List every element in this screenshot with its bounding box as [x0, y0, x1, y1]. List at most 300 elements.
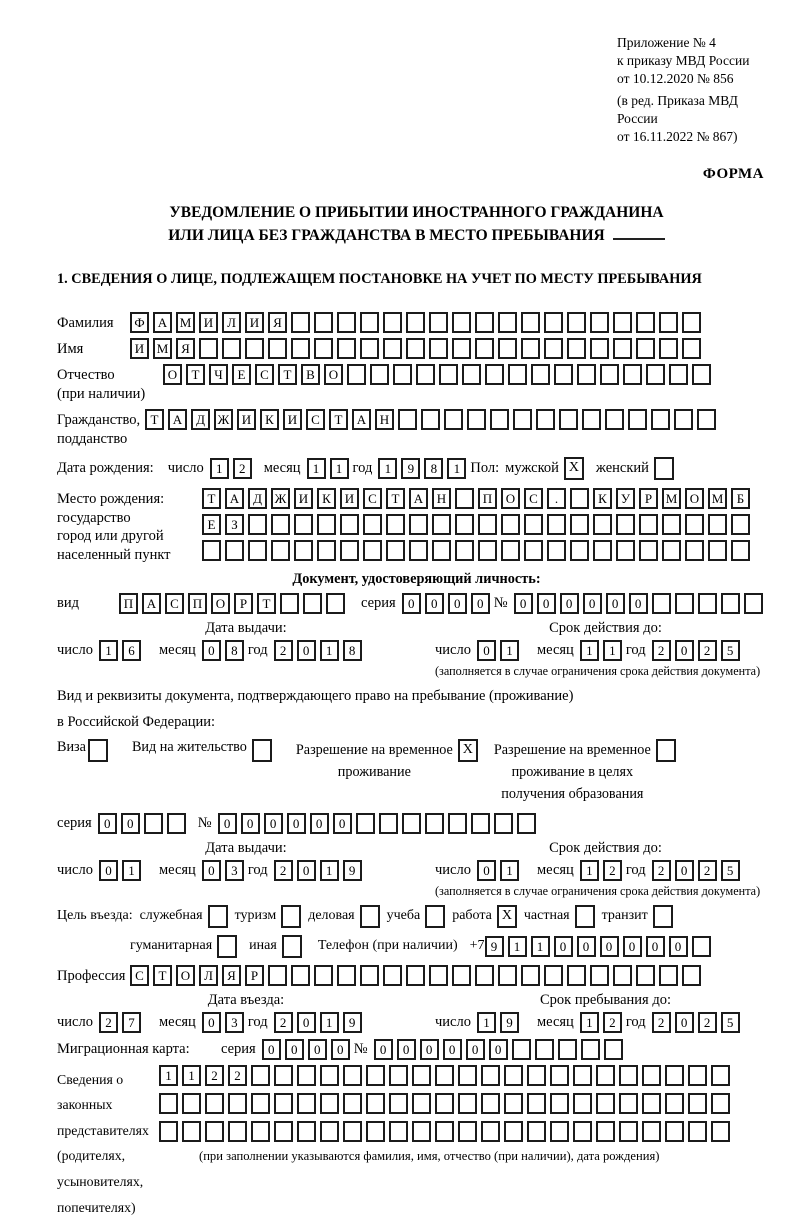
char-box[interactable]: 1 [378, 458, 397, 479]
char-box[interactable]: О [501, 488, 520, 509]
char-box[interactable]: 0 [629, 593, 648, 614]
char-box[interactable] [636, 312, 655, 333]
char-box[interactable] [406, 965, 425, 986]
char-box[interactable] [199, 338, 218, 359]
char-box[interactable]: 0 [448, 593, 467, 614]
purpose-commercial-checkbox[interactable] [360, 905, 380, 928]
char-box[interactable] [412, 1093, 431, 1114]
char-box[interactable]: 0 [420, 1039, 439, 1060]
char-box[interactable] [389, 1121, 408, 1142]
char-box[interactable] [481, 1093, 500, 1114]
char-box[interactable] [280, 593, 299, 614]
char-box[interactable] [248, 514, 267, 535]
char-box[interactable] [498, 965, 517, 986]
char-box[interactable] [669, 364, 688, 385]
char-box[interactable]: С [255, 364, 274, 385]
char-box[interactable] [544, 965, 563, 986]
char-box[interactable]: Ж [271, 488, 290, 509]
char-box[interactable] [651, 409, 670, 430]
char-box[interactable] [458, 1121, 477, 1142]
char-box[interactable] [225, 540, 244, 561]
char-box[interactable] [398, 409, 417, 430]
char-box[interactable] [409, 540, 428, 561]
char-box[interactable]: И [130, 338, 149, 359]
char-box[interactable] [535, 1039, 554, 1060]
char-box[interactable] [228, 1121, 247, 1142]
char-box[interactable]: 2 [652, 860, 671, 881]
char-box[interactable] [412, 1121, 431, 1142]
char-box[interactable] [274, 1093, 293, 1114]
char-box[interactable] [636, 965, 655, 986]
char-box[interactable]: 0 [646, 936, 665, 957]
char-box[interactable] [513, 409, 532, 430]
char-box[interactable] [692, 936, 711, 957]
char-box[interactable] [646, 364, 665, 385]
char-box[interactable]: С [165, 593, 184, 614]
char-box[interactable] [320, 1121, 339, 1142]
char-box[interactable]: 5 [721, 860, 740, 881]
char-box[interactable] [531, 364, 550, 385]
char-box[interactable] [462, 364, 481, 385]
char-box[interactable] [444, 409, 463, 430]
purpose-humanitarian-checkbox[interactable] [217, 935, 237, 958]
char-box[interactable] [467, 409, 486, 430]
char-box[interactable] [337, 965, 356, 986]
purpose-work-checkbox[interactable]: X [497, 905, 517, 928]
char-box[interactable] [478, 514, 497, 535]
char-box[interactable] [455, 540, 474, 561]
char-box[interactable]: 1 [159, 1065, 178, 1086]
char-box[interactable] [432, 514, 451, 535]
char-box[interactable]: 0 [287, 813, 306, 834]
char-box[interactable] [573, 1121, 592, 1142]
char-box[interactable] [360, 312, 379, 333]
char-box[interactable] [596, 1121, 615, 1142]
char-box[interactable]: С [363, 488, 382, 509]
char-box[interactable]: 1 [580, 860, 599, 881]
char-box[interactable] [455, 488, 474, 509]
char-box[interactable]: 9 [401, 458, 420, 479]
char-box[interactable] [481, 1065, 500, 1086]
char-box[interactable] [475, 338, 494, 359]
char-box[interactable] [582, 409, 601, 430]
char-box[interactable]: О [211, 593, 230, 614]
char-box[interactable] [291, 965, 310, 986]
char-box[interactable]: И [340, 488, 359, 509]
char-box[interactable] [711, 1093, 730, 1114]
char-box[interactable] [665, 1093, 684, 1114]
char-box[interactable] [577, 364, 596, 385]
char-box[interactable] [297, 1065, 316, 1086]
char-box[interactable]: 0 [477, 860, 496, 881]
char-box[interactable] [455, 514, 474, 535]
char-box[interactable]: 1 [580, 640, 599, 661]
char-box[interactable]: 0 [443, 1039, 462, 1060]
char-box[interactable] [182, 1121, 201, 1142]
char-box[interactable]: Р [639, 488, 658, 509]
char-box[interactable] [688, 1121, 707, 1142]
char-box[interactable] [605, 409, 624, 430]
char-box[interactable] [604, 1039, 623, 1060]
char-box[interactable] [619, 1065, 638, 1086]
char-box[interactable]: 0 [577, 936, 596, 957]
char-box[interactable] [642, 1093, 661, 1114]
char-box[interactable] [379, 813, 398, 834]
char-box[interactable]: 0 [675, 1012, 694, 1033]
char-box[interactable]: 2 [274, 640, 293, 661]
char-box[interactable]: 1 [99, 640, 118, 661]
char-box[interactable]: К [593, 488, 612, 509]
char-box[interactable]: 0 [425, 593, 444, 614]
char-box[interactable] [317, 514, 336, 535]
char-box[interactable] [590, 338, 609, 359]
char-box[interactable]: 3 [225, 1012, 244, 1033]
char-box[interactable] [550, 1065, 569, 1086]
char-box[interactable]: 0 [285, 1039, 304, 1060]
char-box[interactable] [182, 1093, 201, 1114]
char-box[interactable]: 6 [122, 640, 141, 661]
temp-residence-checkbox[interactable]: X [458, 739, 478, 762]
char-box[interactable]: 5 [721, 640, 740, 661]
char-box[interactable] [159, 1121, 178, 1142]
char-box[interactable] [628, 409, 647, 430]
char-box[interactable] [590, 312, 609, 333]
char-box[interactable] [458, 1093, 477, 1114]
char-box[interactable]: С [306, 409, 325, 430]
char-box[interactable]: Т [145, 409, 164, 430]
char-box[interactable]: 0 [514, 593, 533, 614]
char-box[interactable] [317, 540, 336, 561]
char-box[interactable] [662, 514, 681, 535]
char-box[interactable]: 0 [623, 936, 642, 957]
char-box[interactable] [731, 514, 750, 535]
char-box[interactable] [662, 540, 681, 561]
char-box[interactable] [659, 965, 678, 986]
char-box[interactable] [642, 1121, 661, 1142]
char-box[interactable]: 0 [477, 640, 496, 661]
char-box[interactable]: 0 [241, 813, 260, 834]
char-box[interactable]: 2 [698, 1012, 717, 1033]
char-box[interactable] [508, 364, 527, 385]
char-box[interactable]: 2 [652, 640, 671, 661]
char-box[interactable]: А [153, 312, 172, 333]
char-box[interactable] [593, 540, 612, 561]
char-box[interactable] [268, 338, 287, 359]
char-box[interactable]: К [260, 409, 279, 430]
char-box[interactable] [326, 593, 345, 614]
char-box[interactable] [291, 312, 310, 333]
char-box[interactable]: И [237, 409, 256, 430]
char-box[interactable] [271, 540, 290, 561]
char-box[interactable]: Р [234, 593, 253, 614]
char-box[interactable]: Т [202, 488, 221, 509]
char-box[interactable]: П [188, 593, 207, 614]
char-box[interactable] [274, 1121, 293, 1142]
char-box[interactable]: И [294, 488, 313, 509]
char-box[interactable] [406, 312, 425, 333]
char-box[interactable]: 1 [447, 458, 466, 479]
char-box[interactable] [521, 338, 540, 359]
char-box[interactable]: 0 [99, 860, 118, 881]
char-box[interactable]: Т [186, 364, 205, 385]
char-box[interactable]: 1 [603, 640, 622, 661]
char-box[interactable] [159, 1093, 178, 1114]
char-box[interactable]: А [409, 488, 428, 509]
char-box[interactable]: 0 [262, 1039, 281, 1060]
char-box[interactable]: Е [232, 364, 251, 385]
char-box[interactable] [386, 540, 405, 561]
char-box[interactable]: 2 [274, 1012, 293, 1033]
char-box[interactable]: Я [222, 965, 241, 986]
char-box[interactable]: Т [386, 488, 405, 509]
char-box[interactable] [675, 593, 694, 614]
purpose-study-checkbox[interactable] [425, 905, 445, 928]
char-box[interactable] [665, 1121, 684, 1142]
char-box[interactable] [682, 965, 701, 986]
char-box[interactable]: . [547, 488, 566, 509]
purpose-other-checkbox[interactable] [282, 935, 302, 958]
char-box[interactable]: 1 [210, 458, 229, 479]
char-box[interactable]: 9 [343, 860, 362, 881]
char-box[interactable] [550, 1093, 569, 1114]
char-box[interactable] [721, 593, 740, 614]
char-box[interactable]: 0 [202, 640, 221, 661]
char-box[interactable]: Л [199, 965, 218, 986]
purpose-business-checkbox[interactable] [208, 905, 228, 928]
char-box[interactable] [504, 1121, 523, 1142]
char-box[interactable] [343, 1065, 362, 1086]
char-box[interactable] [274, 1065, 293, 1086]
char-box[interactable] [697, 409, 716, 430]
char-box[interactable] [366, 1065, 385, 1086]
char-box[interactable] [527, 1121, 546, 1142]
char-box[interactable] [613, 965, 632, 986]
temp-residence-education-checkbox[interactable] [656, 739, 676, 762]
char-box[interactable] [421, 409, 440, 430]
char-box[interactable] [320, 1093, 339, 1114]
char-box[interactable] [659, 312, 678, 333]
char-box[interactable] [448, 813, 467, 834]
char-box[interactable]: 0 [537, 593, 556, 614]
char-box[interactable] [370, 364, 389, 385]
char-box[interactable] [475, 312, 494, 333]
char-box[interactable] [314, 965, 333, 986]
char-box[interactable] [314, 312, 333, 333]
char-box[interactable]: И [283, 409, 302, 430]
char-box[interactable]: М [153, 338, 172, 359]
char-box[interactable] [521, 312, 540, 333]
char-box[interactable] [383, 338, 402, 359]
char-box[interactable]: 0 [583, 593, 602, 614]
char-box[interactable]: 2 [603, 860, 622, 881]
char-box[interactable]: 0 [121, 813, 140, 834]
char-box[interactable]: 2 [233, 458, 252, 479]
char-box[interactable] [616, 540, 635, 561]
char-box[interactable] [360, 338, 379, 359]
char-box[interactable]: 0 [489, 1039, 508, 1060]
char-box[interactable] [570, 540, 589, 561]
char-box[interactable] [554, 364, 573, 385]
char-box[interactable] [294, 514, 313, 535]
char-box[interactable] [320, 1065, 339, 1086]
char-box[interactable]: А [142, 593, 161, 614]
char-box[interactable] [471, 813, 490, 834]
char-box[interactable] [294, 540, 313, 561]
char-box[interactable] [527, 1093, 546, 1114]
char-box[interactable] [366, 1121, 385, 1142]
char-box[interactable] [639, 514, 658, 535]
char-box[interactable] [665, 1065, 684, 1086]
char-box[interactable] [517, 813, 536, 834]
char-box[interactable] [567, 965, 586, 986]
char-box[interactable]: 0 [297, 640, 316, 661]
char-box[interactable]: М [662, 488, 681, 509]
char-box[interactable] [688, 1065, 707, 1086]
char-box[interactable] [698, 593, 717, 614]
char-box[interactable] [593, 514, 612, 535]
char-box[interactable]: О [176, 965, 195, 986]
char-box[interactable]: 0 [98, 813, 117, 834]
char-box[interactable] [439, 364, 458, 385]
char-box[interactable]: К [317, 488, 336, 509]
char-box[interactable] [337, 338, 356, 359]
char-box[interactable]: 0 [264, 813, 283, 834]
char-box[interactable] [268, 965, 287, 986]
char-box[interactable]: 1 [320, 640, 339, 661]
char-box[interactable] [685, 514, 704, 535]
char-box[interactable]: 9 [500, 1012, 519, 1033]
char-box[interactable]: 9 [485, 936, 504, 957]
char-box[interactable] [222, 338, 241, 359]
purpose-transit-checkbox[interactable] [653, 905, 673, 928]
char-box[interactable]: 1 [531, 936, 550, 957]
char-box[interactable] [504, 1065, 523, 1086]
char-box[interactable] [682, 338, 701, 359]
char-box[interactable]: 1 [320, 1012, 339, 1033]
char-box[interactable] [570, 488, 589, 509]
char-box[interactable]: А [168, 409, 187, 430]
char-box[interactable] [205, 1093, 224, 1114]
char-box[interactable]: 1 [500, 640, 519, 661]
char-box[interactable]: 0 [218, 813, 237, 834]
char-box[interactable]: 0 [675, 860, 694, 881]
char-box[interactable]: В [301, 364, 320, 385]
char-box[interactable]: 2 [698, 860, 717, 881]
char-box[interactable]: 0 [471, 593, 490, 614]
char-box[interactable]: Ф [130, 312, 149, 333]
char-box[interactable] [711, 1065, 730, 1086]
char-box[interactable] [481, 1121, 500, 1142]
char-box[interactable] [429, 338, 448, 359]
char-box[interactable]: 2 [99, 1012, 118, 1033]
char-box[interactable] [363, 540, 382, 561]
char-box[interactable] [581, 1039, 600, 1060]
char-box[interactable] [356, 813, 375, 834]
char-box[interactable]: С [524, 488, 543, 509]
char-box[interactable] [458, 1065, 477, 1086]
char-box[interactable]: 1 [182, 1065, 201, 1086]
char-box[interactable] [708, 514, 727, 535]
char-box[interactable]: Б [731, 488, 750, 509]
char-box[interactable]: Д [191, 409, 210, 430]
char-box[interactable] [347, 364, 366, 385]
char-box[interactable] [731, 540, 750, 561]
char-box[interactable]: 0 [606, 593, 625, 614]
char-box[interactable]: Т [329, 409, 348, 430]
char-box[interactable]: Ч [209, 364, 228, 385]
char-box[interactable]: 0 [600, 936, 619, 957]
char-box[interactable] [383, 965, 402, 986]
char-box[interactable] [524, 540, 543, 561]
char-box[interactable] [524, 514, 543, 535]
sex-female-checkbox[interactable] [654, 457, 674, 480]
char-box[interactable] [343, 1121, 362, 1142]
char-box[interactable] [674, 409, 693, 430]
char-box[interactable]: З [225, 514, 244, 535]
char-box[interactable] [485, 364, 504, 385]
char-box[interactable]: 7 [122, 1012, 141, 1033]
char-box[interactable] [501, 514, 520, 535]
char-box[interactable]: И [245, 312, 264, 333]
char-box[interactable] [636, 338, 655, 359]
char-box[interactable] [600, 364, 619, 385]
char-box[interactable]: 0 [397, 1039, 416, 1060]
char-box[interactable] [619, 1093, 638, 1114]
char-box[interactable] [521, 965, 540, 986]
char-box[interactable]: 8 [343, 640, 362, 661]
char-box[interactable] [337, 312, 356, 333]
purpose-tourism-checkbox[interactable] [281, 905, 301, 928]
char-box[interactable]: 2 [698, 640, 717, 661]
char-box[interactable] [744, 593, 763, 614]
char-box[interactable] [688, 1093, 707, 1114]
char-box[interactable]: П [478, 488, 497, 509]
char-box[interactable] [547, 540, 566, 561]
char-box[interactable] [512, 1039, 531, 1060]
char-box[interactable]: О [685, 488, 704, 509]
char-box[interactable] [363, 514, 382, 535]
char-box[interactable] [251, 1121, 270, 1142]
char-box[interactable] [659, 338, 678, 359]
char-box[interactable] [251, 1093, 270, 1114]
char-box[interactable] [432, 540, 451, 561]
char-box[interactable]: Т [278, 364, 297, 385]
char-box[interactable]: 9 [343, 1012, 362, 1033]
char-box[interactable]: 0 [675, 640, 694, 661]
char-box[interactable]: 0 [202, 860, 221, 881]
char-box[interactable] [619, 1121, 638, 1142]
char-box[interactable] [527, 1065, 546, 1086]
char-box[interactable] [435, 1065, 454, 1086]
char-box[interactable] [360, 965, 379, 986]
char-box[interactable] [685, 540, 704, 561]
char-box[interactable] [550, 1121, 569, 1142]
char-box[interactable] [297, 1093, 316, 1114]
char-box[interactable] [544, 312, 563, 333]
char-box[interactable] [245, 338, 264, 359]
char-box[interactable]: 1 [307, 458, 326, 479]
char-box[interactable]: 0 [202, 1012, 221, 1033]
char-box[interactable]: У [616, 488, 635, 509]
char-box[interactable] [297, 1121, 316, 1142]
char-box[interactable] [303, 593, 322, 614]
char-box[interactable] [389, 1065, 408, 1086]
char-box[interactable]: А [225, 488, 244, 509]
char-box[interactable]: Р [245, 965, 264, 986]
char-box[interactable]: 0 [331, 1039, 350, 1060]
char-box[interactable] [501, 540, 520, 561]
char-box[interactable] [406, 338, 425, 359]
